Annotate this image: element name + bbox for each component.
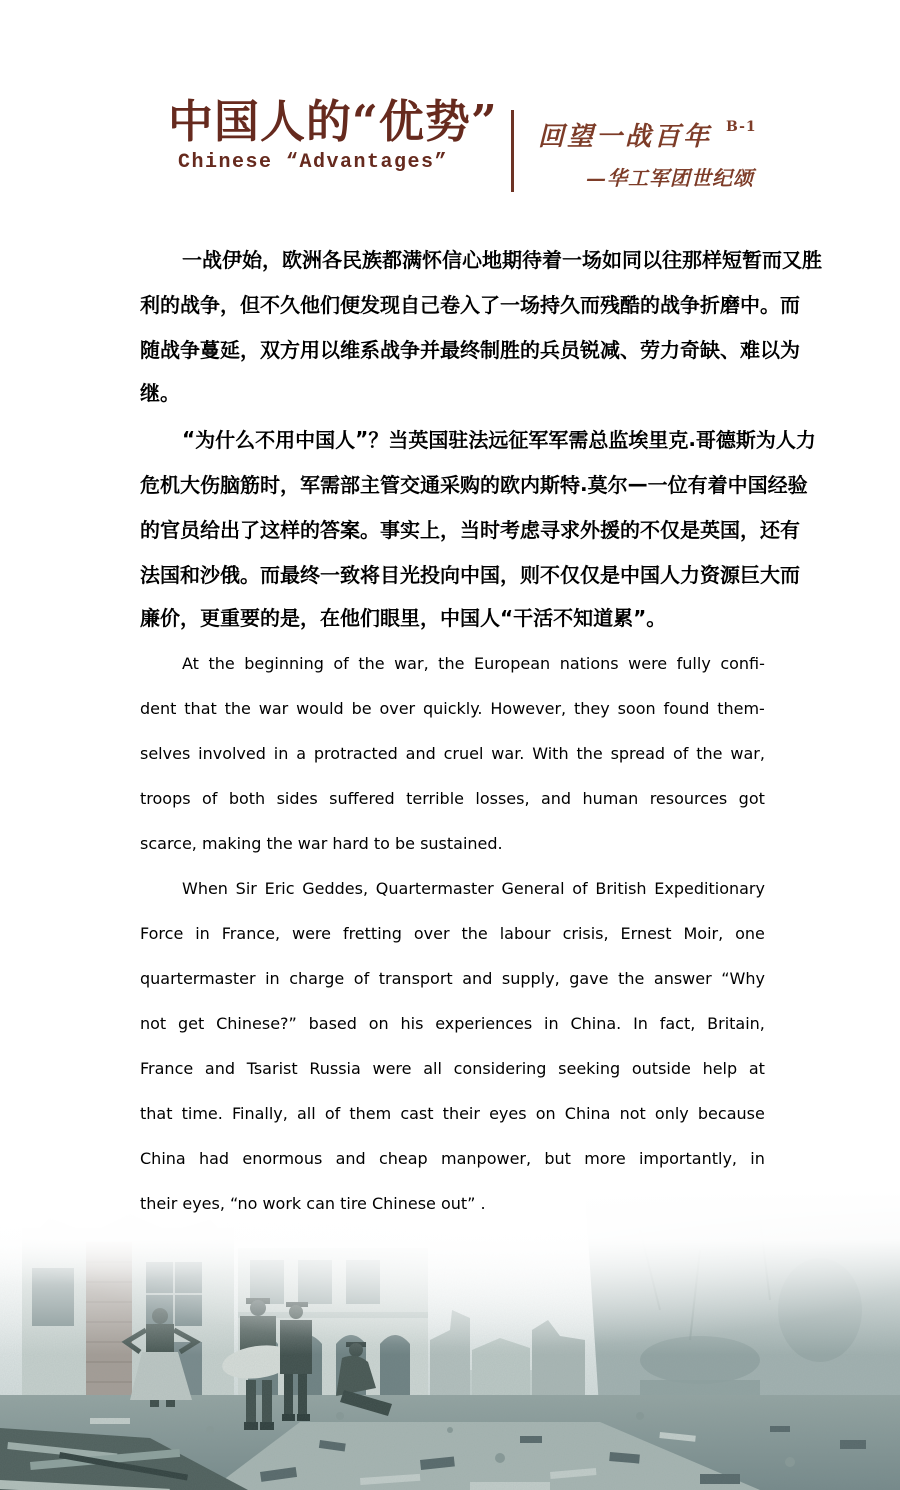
paragraph-zh-2: [140, 416, 816, 641]
panel-code-badge: B-1: [726, 119, 757, 135]
page-title-english: Chinese “Advantages”: [178, 151, 449, 175]
series-calligraphy-title: 回望一战百年: [538, 122, 713, 152]
text-line: 继。: [140, 381, 180, 405]
text-line: Force in France, were fretting over the labour crisis, Ernest Moir, one: [140, 924, 765, 943]
text-line: selves involved in a protracted and cruel war. With the spread of the war,: [140, 744, 765, 763]
paragraph-zh-1: [140, 236, 822, 416]
series-header: [538, 116, 757, 191]
text-line: dent that the war would be over quickly. However, they soon found them-: [140, 699, 765, 718]
text-line: 利 的 战 争 ， 但 不 久 他 们 便 发 现 自 己 卷 入 了 一 场 持 久 而 残 酷 的 战 争 折 磨 中 。 而: [140, 293, 800, 317]
text-line: that time. Finally, all of them cast their eyes on China not only because: [140, 1104, 765, 1123]
text-line: 一 战 伊 始 ， 欧 洲 各 民 族 都 满 怀 信 心 地 期 待 着 一 场 如 同 以 往 那 样 短 暂 而 又 胜: [182, 248, 822, 272]
text-line: When Sir Eric Geddes, Quartermaster General of British Expeditionary: [182, 879, 765, 898]
text-line: “ 为 什 么 不 用 中 国 人 ” ？ 当 英 国 驻 法 远 征 军 军 需 总 监 埃 里 克 . 哥 德 斯 为 人 力: [182, 426, 816, 452]
text-line: 危 机 大 伤 脑 筋 时 ， 军 需 部 主 管 交 通 采 购 的 欧 内 斯 特 . 莫 尔 — 一 位 有 着 中 国 经 验: [140, 471, 808, 497]
text-line: troops of both sides suffered terrible losses, and human resources got: [140, 789, 765, 808]
series-calligraphy-subtitle: —华工军团世纪颂: [586, 166, 754, 190]
page-title-chinese: 中国人的“优势”: [168, 95, 498, 148]
text-line: France and Tsarist Russia were all considering seeking outside help at: [140, 1059, 765, 1078]
header: [168, 94, 498, 174]
paragraph-en-2: [140, 866, 765, 1226]
series-title-row: [538, 116, 757, 153]
text-line: 廉价，更重要的是，在他们眼里，中国人“干活不知道累”。: [140, 606, 667, 630]
text-line: China had enormous and cheap manpower, but more importantly, in: [140, 1149, 765, 1168]
text-line: scarce, making the war hard to be sustained.: [140, 834, 503, 853]
text-line: 法 国 和 沙 俄 。 而 最 终 一 致 将 目 光 投 向 中 国 ， 则 不 仅 仅 是 中 国 人 力 资 源 巨 大 而: [140, 563, 800, 587]
paragraph-en-1: [140, 641, 765, 866]
text-line: 随 战 争 蔓 延 ， 双 方 用 以 维 系 战 争 并 最 终 制 胜 的 兵 员 锐 减 、 劳 力 奇 缺 、 难 以 为: [140, 338, 800, 362]
text-line: not get Chinese?” based on his experiences in China. In fact, Britain,: [140, 1014, 765, 1033]
text-line: 的 官 员 给 出 了 这 样 的 答 案 。 事 实 上 ， 当 时 考 虑 寻 求 外 援 的 不 仅 是 英 国 ， 还 有: [140, 518, 800, 542]
text-line: At the beginning of the war, the European nations were fully confi-: [182, 654, 765, 673]
article-body: [140, 236, 822, 1226]
header-vertical-divider: [511, 110, 514, 192]
ww1-ruined-street-photo: [0, 1190, 900, 1490]
text-line: quartermaster in charge of transport and supply, gave the answer “Why: [140, 969, 765, 988]
text-line: their eyes, “no work can tire Chinese out” .: [140, 1194, 486, 1213]
